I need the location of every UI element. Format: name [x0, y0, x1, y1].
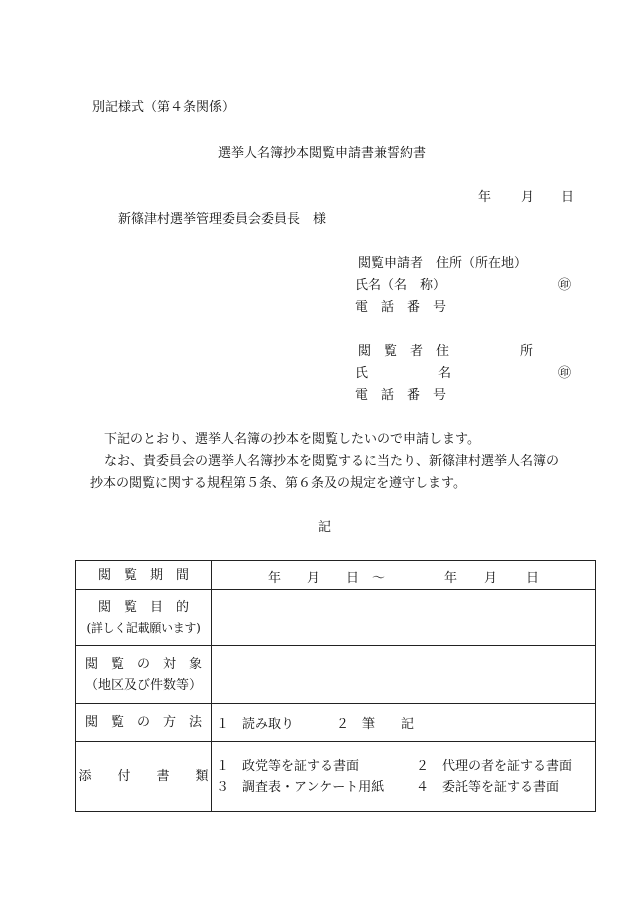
attachment-label: 添 付 書 類	[76, 742, 212, 812]
method-label: 閲 覧 の 方 法	[76, 704, 212, 742]
method-option-write[interactable]: ２ 筆 記	[336, 717, 415, 732]
viewer-address-label: 閲 覧 者 住	[358, 344, 450, 359]
method-value	[212, 704, 596, 742]
target-label	[76, 646, 212, 704]
applicant-name-label: 氏名（名 称）	[355, 278, 447, 293]
date-month: 月	[521, 190, 535, 205]
attachment-option-2[interactable]: ２ 代理の者を証する書面	[416, 758, 573, 774]
applicant-address-label: 閲覧申請者 住所（所在地）	[358, 256, 528, 271]
attachment-option-3[interactable]: ３ 調査表・アンケート用紙	[216, 779, 385, 795]
body-paragraph-2-line-2: 抄本の閲覧に関する規程第５条、第６条及の規定を遵守します。	[90, 476, 466, 491]
attachment-row	[76, 742, 596, 812]
target-label-line-1: 閲 覧 の 対 象	[84, 656, 202, 672]
date-day: 日	[561, 190, 575, 205]
viewer-seal-mark: ㊞	[558, 366, 572, 381]
period-end-year: 年	[444, 571, 458, 586]
period-start-year: 年	[268, 571, 282, 586]
body-paragraph-2-line-1: なお、貴委員会の選挙人名簿抄本を閲覧するに当たり、新篠津村選挙人名簿の	[104, 454, 560, 469]
purpose-label	[76, 590, 212, 646]
purpose-row	[76, 590, 596, 646]
target-row	[76, 646, 596, 704]
document-title: 選挙人名簿抄本閲覧申請書兼誓約書	[218, 146, 427, 161]
period-end-month: 月	[484, 571, 498, 586]
purpose-label-line-2: (詳しく記載願います)	[86, 620, 201, 635]
period-start-day: 日 ～	[346, 571, 386, 586]
viewer-name-label-end: 名	[438, 366, 452, 381]
attachment-option-1[interactable]: １ 政党等を証する書面	[216, 758, 360, 774]
applicant-seal-mark: ㊞	[558, 278, 572, 293]
applicant-phone-label: 電 話 番 号	[355, 300, 447, 315]
attachment-value	[212, 742, 596, 812]
attachment-row-1	[216, 756, 595, 777]
target-label-line-2: （地区及び件数等）	[84, 677, 202, 693]
purpose-value-field[interactable]	[212, 590, 596, 646]
viewer-name-label: 氏	[355, 366, 369, 381]
body-paragraph-1: 下記のとおり、選挙人名簿の抄本を閲覧したいので申請します。	[104, 432, 480, 447]
ki-heading: 記	[318, 520, 332, 535]
target-value-field[interactable]	[212, 646, 596, 704]
period-row	[76, 561, 596, 590]
date-year: 年	[478, 190, 492, 205]
application-table	[75, 560, 596, 812]
purpose-label-line-1: 閲 覧 目 的	[97, 599, 189, 615]
form-label: 別記様式（第４条関係）	[92, 100, 236, 115]
addressee: 新篠津村選挙管理委員会委員長 様	[118, 212, 327, 227]
attachment-option-4[interactable]: ４ 委託等を証する書面	[416, 779, 560, 795]
viewer-phone-label: 電 話 番 号	[355, 388, 447, 403]
method-row	[76, 704, 596, 742]
period-start-month: 月	[307, 571, 321, 586]
period-end-day: 日	[526, 571, 540, 586]
viewer-address-label-end: 所	[520, 344, 534, 359]
method-option-read[interactable]: １ 読み取り	[216, 717, 295, 732]
attachment-row-2	[216, 777, 595, 798]
period-label: 閲 覧 期 間	[76, 561, 212, 590]
period-value[interactable]	[212, 561, 596, 590]
